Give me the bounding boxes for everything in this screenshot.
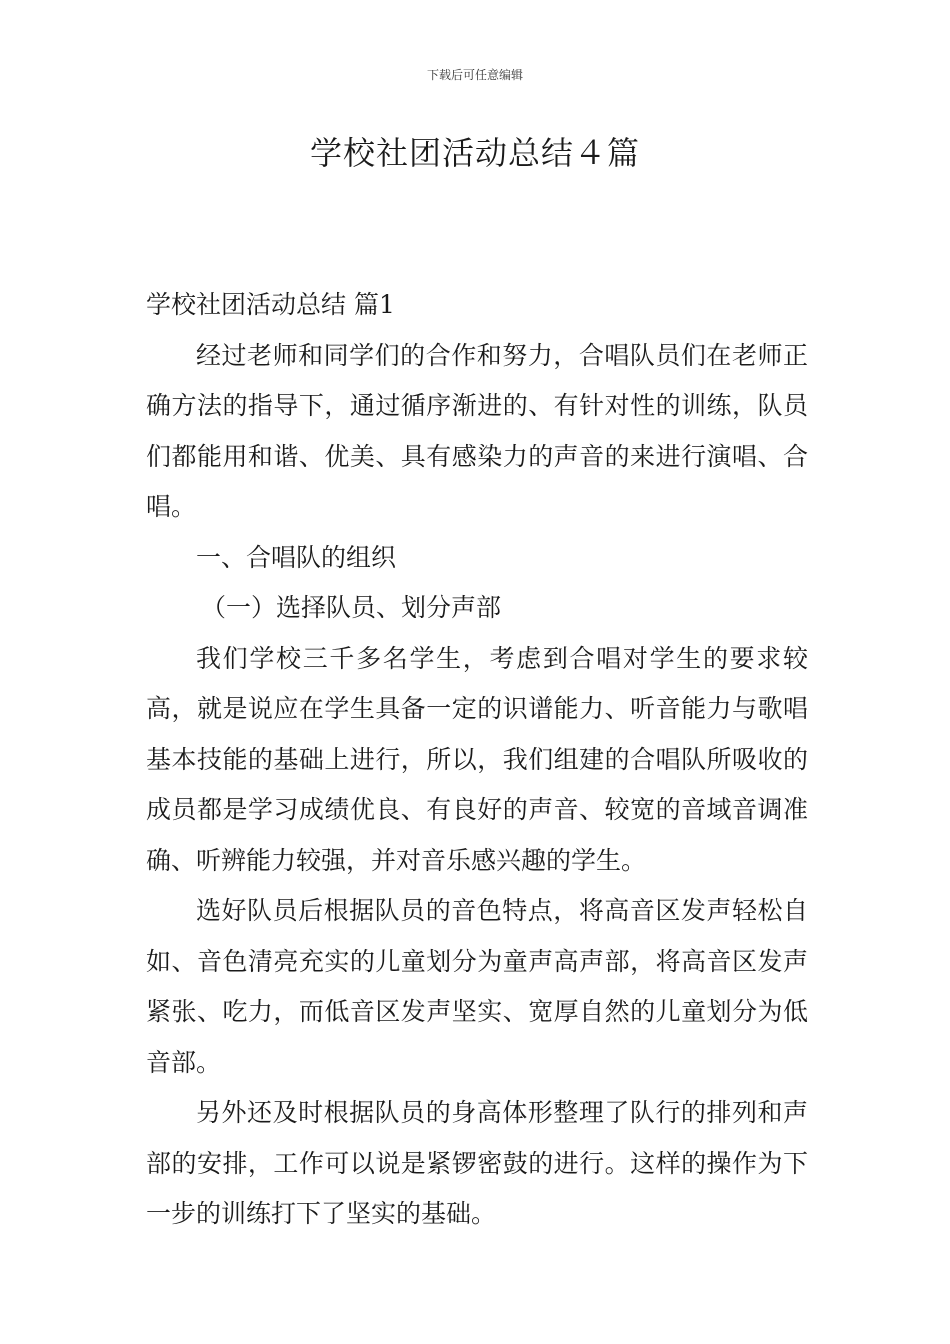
subheading-organization: 一、合唱队的组织 <box>196 542 397 572</box>
document-title: 学校社团活动总结４篇 <box>309 134 640 172</box>
section-heading: 学校社团活动总结 篇1 <box>146 290 395 319</box>
paragraph-intro: 经过老师和同学们的合作和努力，合唱队员们在老师正确方法的指导下，通过循序渐进的、有针对性的训练，队员们都能用和谐、优美、具有感染力的声音的来进行演唱、合唱。 <box>146 340 808 521</box>
paragraph-voice-parts: 选好队员后根据队员的音色特点，将高音区发声轻松自如、音色清亮充实的儿童划分为童声高声部，将高音区发声紧张、吃力，而低音区发声坚实、宽厚自然的儿童划分为低音部。 <box>146 896 808 1077</box>
document-body <box>146 280 808 1240</box>
header-note: 下载后可任意编辑 <box>426 68 523 82</box>
paragraph-selection: 我们学校三千多名学生，考虑到合唱对学生的要求较高，就是说应在学生具备一定的识谱能力、听音能力与歌唱基本技能的基础上进行，所以，我们组建的合唱队所吸收的成员都是学习成绩优良、有良好的声音、较宽的音域音调准确、听辨能力较强，并对音乐感兴趣的学生。 <box>146 643 808 875</box>
paragraph-arrangement: 另外还及时根据队员的身高体形整理了队行的排列和声部的安排，工作可以说是紧锣密鼓的进行。这样的操作为下一步的训练打下了坚实的基础。 <box>146 1098 808 1228</box>
subheading-select-members: （一）选择队员、划分声部 <box>201 593 502 622</box>
